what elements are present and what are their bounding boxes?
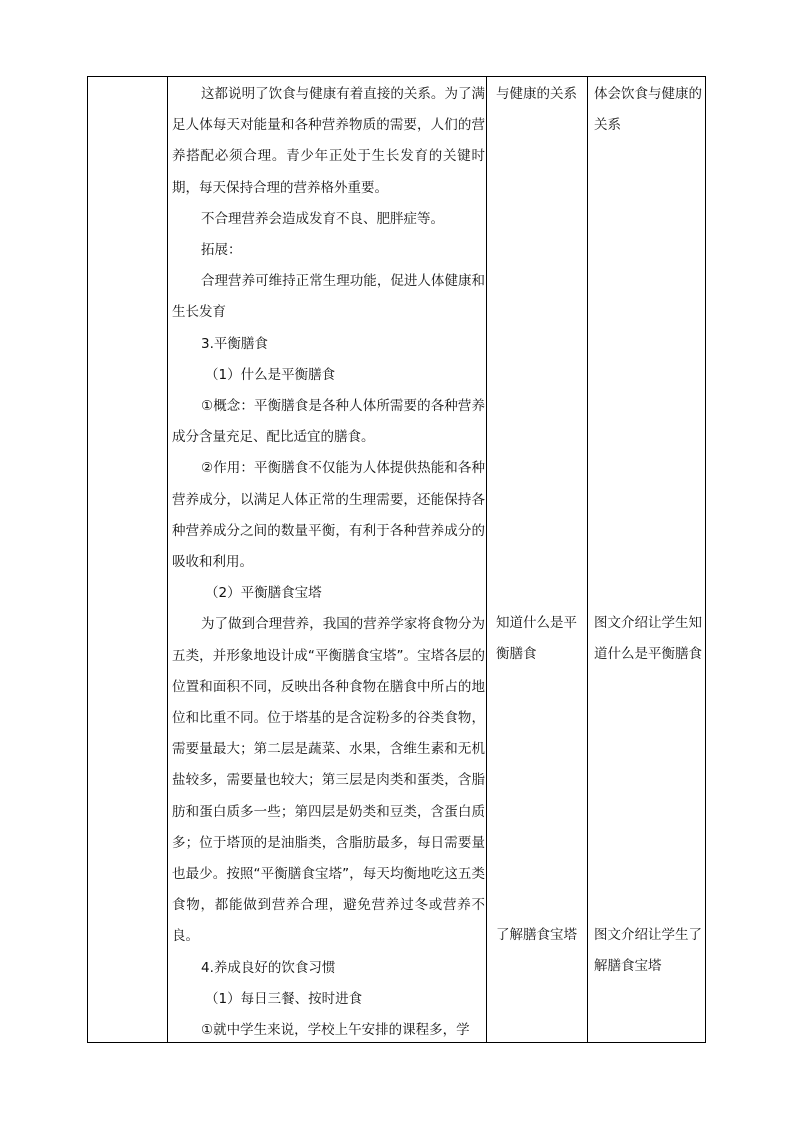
objective-item: 与健康的关系 xyxy=(496,86,577,102)
objective-item: 知道什么是平衡膳食 xyxy=(496,615,577,663)
paragraph: 为了做到合理营养，我国的营养学家将食物分为五类，并形象地设计成“平衡膳食宝塔”。宝塔各层的位置和面积不同，反映出各种食物在膳食中所占的地位和比重不同。位于塔基的是含淀粉多的谷类食物，需要量最大；第二层是蔬菜、水果，含维生素和无机盐较多，需要量也较大；第三层是肉类和蛋类，含脂肪和蛋白质多一些；第四层是奶类和豆类，含蛋白质多；位于塔顶的是油脂类，含脂肪最多，每日需要量也最少。按照“平衡膳食宝塔”，每天均衡地吃这五类食物，都能做到营养合理，避免营养过冬或营养不良。 xyxy=(172,616,485,945)
paragraph: 合理营养可维持正常生理功能，促进人体健康和生长发育 xyxy=(172,273,485,321)
content-column xyxy=(172,77,485,1046)
paragraph: ①概念：平衡膳食是各种人体所需要的各种营养成分含量充足、配比适宜的膳食。 xyxy=(172,398,485,446)
paragraph: ①就中学生来说，学校上午安排的课程多，学 xyxy=(201,1022,470,1039)
section-heading: 4.养成良好的饮食习惯 xyxy=(201,959,336,976)
column-divider xyxy=(167,77,168,1042)
subsection-heading: （1）什么是平衡膳食 xyxy=(205,366,336,383)
paragraph: 不合理营养会造成发育不良、肥胖症等。 xyxy=(201,210,444,227)
paragraph: 拓展： xyxy=(201,242,242,259)
paragraph: 这都说明了饮食与健康有着直接的关系。为了满足人体每天对能量和各种营养物质的需要，人们的营养搭配必须合理。青少年正处于生长发育的关键时期，每天保持合理的营养格外重要。 xyxy=(172,86,485,196)
intent-item: 图文介绍让学生知道什么是平衡膳食 xyxy=(594,615,702,663)
intent-item: 体会饮食与健康的关系 xyxy=(594,86,702,134)
column-divider xyxy=(587,77,588,1042)
objective-item: 了解膳食宝塔 xyxy=(496,927,577,943)
section-heading: 3.平衡膳食 xyxy=(201,335,268,352)
subsection-heading: （1）每日三餐、按时进食 xyxy=(205,990,363,1007)
lesson-table xyxy=(87,76,706,1043)
column-divider xyxy=(486,77,487,1042)
subsection-heading: （2）平衡膳食宝塔 xyxy=(205,585,322,602)
paragraph: ②作用：平衡膳食不仅能为人体提供热能和各种营养成分，以满足人体正常的生理需要，还能保持各种营养成分之间的数量平衡，有利于各种营养成分的吸收和利用。 xyxy=(172,460,485,571)
intent-item: 图文介绍让学生了解膳食宝塔 xyxy=(594,927,702,975)
